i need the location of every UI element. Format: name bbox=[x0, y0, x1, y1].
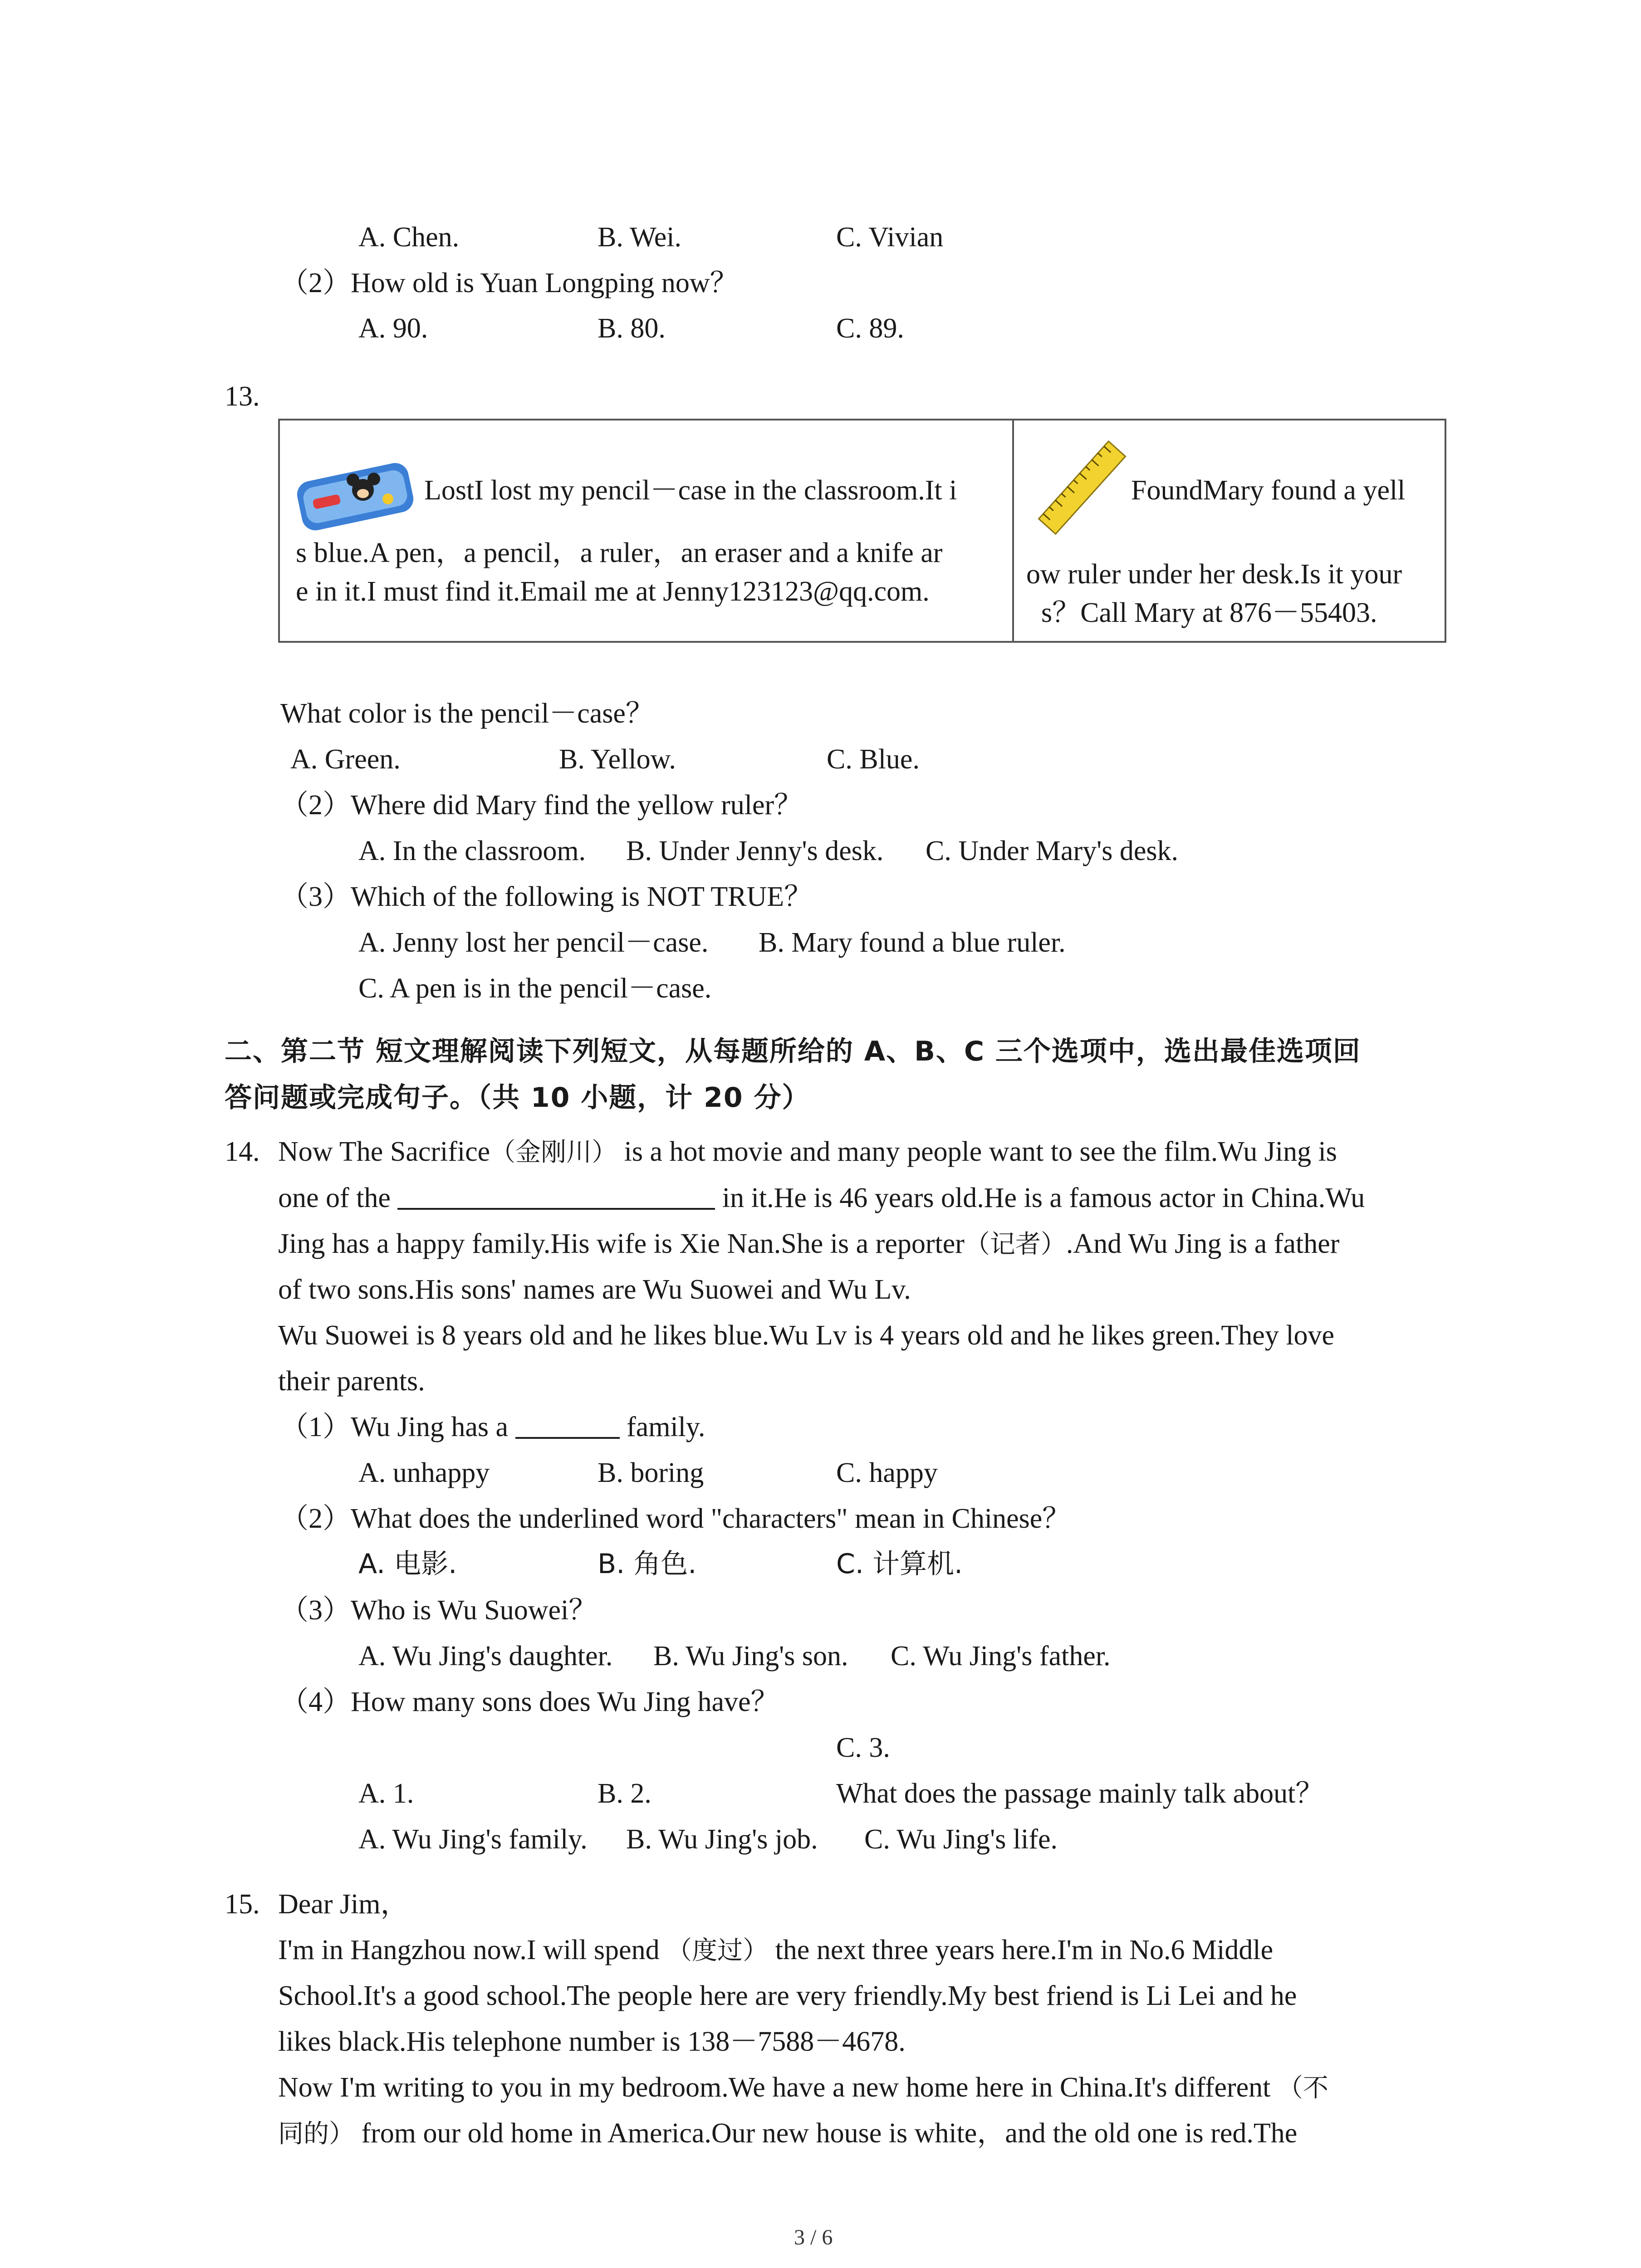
q14-sub1-option-c: C. happy bbox=[836, 1457, 938, 1488]
q14-sub4-option-b: B. 2. bbox=[598, 1778, 652, 1809]
q14-passage-line1: Now The Sacrifice（金刚川） is a hot movie and many people want to see the film.Wu Jing is bbox=[278, 1136, 1337, 1167]
q14-sub3-question: （3）Who is Wu Suowei？ bbox=[280, 1595, 597, 1626]
q14-sub5-option-c: C. Wu Jing's life. bbox=[864, 1824, 1058, 1855]
lost-ad-line3: e in it.I must find it.Email me at Jenny123123@qq.com. bbox=[296, 576, 930, 607]
q14-sub2-option-b: B. 角色. bbox=[598, 1548, 697, 1580]
q14-sub3-option-a: A. Wu Jing's daughter. bbox=[358, 1641, 613, 1672]
q14-sub4-question: （4）How many sons does Wu Jing have？ bbox=[280, 1686, 779, 1717]
q12-sub2-option-b: B. 80. bbox=[598, 313, 666, 344]
q15-letter-line2: School.It's a good school.The people here are very friendly.My best friend is Li Lei and he bbox=[278, 1980, 1297, 2011]
q15-letter-line4: Now I'm writing to you in my bedroom.We have a new home here in China.It's different （不 bbox=[278, 2072, 1328, 2103]
lost-ad-line2: s blue.A pen，a pencil，a ruler，an eraser and a knife ar bbox=[296, 538, 943, 568]
q15-number: 15. bbox=[225, 1889, 260, 1920]
q14-sub5-option-a: A. Wu Jing's family. bbox=[358, 1824, 588, 1855]
q14-sub2-option-c: C. 计算机. bbox=[836, 1548, 963, 1580]
answer-blank bbox=[397, 1185, 715, 1210]
q14-passage-line4: of two sons.His sons' names are Wu Suowei and Wu Lv. bbox=[278, 1274, 911, 1305]
pencil-case-icon bbox=[295, 454, 417, 533]
q14-sub4-option-c: C. 3. bbox=[836, 1732, 890, 1763]
q12-sub2-option-a: A. 90. bbox=[358, 313, 428, 344]
q14-sub5-question: What does the passage mainly talk about？ bbox=[836, 1778, 1324, 1809]
found-ad-line1: FoundMary found a yell bbox=[1131, 475, 1406, 506]
section2-heading-line1: 二、第二节 短文理解阅读下列短文，从每题所给的 A、B、C 三个选项中，选出最佳选项回 bbox=[225, 1036, 1361, 1067]
q14-sub1-option-b: B. boring bbox=[598, 1457, 704, 1488]
page-number: 3 / 6 bbox=[794, 2225, 833, 2249]
q14-sub3-option-c: C. Wu Jing's father. bbox=[891, 1641, 1111, 1672]
q14-sub2-question: （2）What does the underlined word "characters" mean in Chinese？ bbox=[280, 1503, 1071, 1534]
q13-sub2-question: （2）Where did Mary find the yellow ruler？ bbox=[280, 790, 803, 821]
q14-sub2-option-a: A. 电影. bbox=[358, 1548, 457, 1580]
q14-sub1-question: （1）Wu Jing has a family. bbox=[280, 1412, 705, 1442]
q14-passage-line6: their parents. bbox=[278, 1366, 425, 1397]
q13-sub1-option-b: B. Yellow. bbox=[559, 744, 676, 775]
ads-table-divider bbox=[1012, 419, 1014, 643]
q15-letter-line3: likes black.His telephone number is 138－7588－4678. bbox=[278, 2026, 906, 2057]
found-ad-line3: s？Call Mary at 876－55403. bbox=[1041, 597, 1377, 628]
answer-blank bbox=[515, 1414, 620, 1439]
q12-option-a: A. Chen. bbox=[358, 222, 460, 253]
q15-letter-line5: 同的） from our old home in America.Our new house is white，and the old one is red.The bbox=[278, 2118, 1298, 2149]
q14-sub1-option-a: A. unhappy bbox=[358, 1457, 490, 1488]
q13-sub3-option-c: C. A pen is in the pencil－case. bbox=[358, 973, 712, 1004]
q13-sub2-option-a: A. In the classroom. bbox=[358, 836, 586, 866]
q14-passage-line2: one of the in it.He is 46 years old.He is a famous actor in China.Wu bbox=[278, 1183, 1365, 1213]
q15-greeting: Dear Jim， bbox=[278, 1889, 409, 1920]
q14-number: 14. bbox=[225, 1136, 260, 1167]
found-ad-line2: ow ruler under her desk.Is it your bbox=[1026, 559, 1402, 590]
q14-sub5-option-b: B. Wu Jing's job. bbox=[626, 1824, 818, 1855]
lost-ad-line1: LostI lost my pencil－case in the classroom.It i bbox=[424, 475, 957, 506]
q13-sub3-option-b: B. Mary found a blue ruler. bbox=[759, 927, 1066, 958]
q13-sub3-option-a: A. Jenny lost her pencil－case. bbox=[358, 927, 709, 958]
q13-sub2-option-c: C. Under Mary's desk. bbox=[926, 836, 1179, 866]
q13-sub1-question: What color is the pencil－case？ bbox=[280, 698, 654, 729]
q14-sub3-option-b: B. Wu Jing's son. bbox=[653, 1641, 848, 1672]
q15-letter-line1: I'm in Hangzhou now.I will spend （度过） the next three years here.I'm in No.6 Middle bbox=[278, 1935, 1274, 1965]
q12-sub2-option-c: C. 89. bbox=[836, 313, 904, 344]
q12-option-c: C. Vivian bbox=[836, 222, 944, 253]
q12-option-b: B. Wei. bbox=[598, 222, 682, 253]
q13-sub3-question: （3）Which of the following is NOT TRUE？ bbox=[280, 881, 813, 912]
q14-passage-line5: Wu Suowei is 8 years old and he likes blue.Wu Lv is 4 years old and he likes green.They love bbox=[278, 1320, 1335, 1351]
q13-sub1-option-c: C. Blue. bbox=[827, 744, 920, 775]
q14-passage-line3: Jing has a happy family.His wife is Xie Nan.She is a reporter（记者）.And Wu Jing is a father bbox=[278, 1228, 1340, 1259]
q13-sub2-option-b: B. Under Jenny's desk. bbox=[626, 836, 884, 866]
q13-number: 13. bbox=[225, 381, 260, 412]
q13-sub1-option-a: A. Green. bbox=[290, 744, 401, 775]
q12-sub2-question: （2）How old is Yuan Longping now？ bbox=[280, 268, 738, 298]
ruler-icon bbox=[1030, 431, 1134, 544]
q14-sub4-option-a: A. 1. bbox=[358, 1778, 414, 1809]
section2-heading-line2: 答问题或完成句子。（共 10 小题，计 20 分） bbox=[225, 1082, 810, 1114]
